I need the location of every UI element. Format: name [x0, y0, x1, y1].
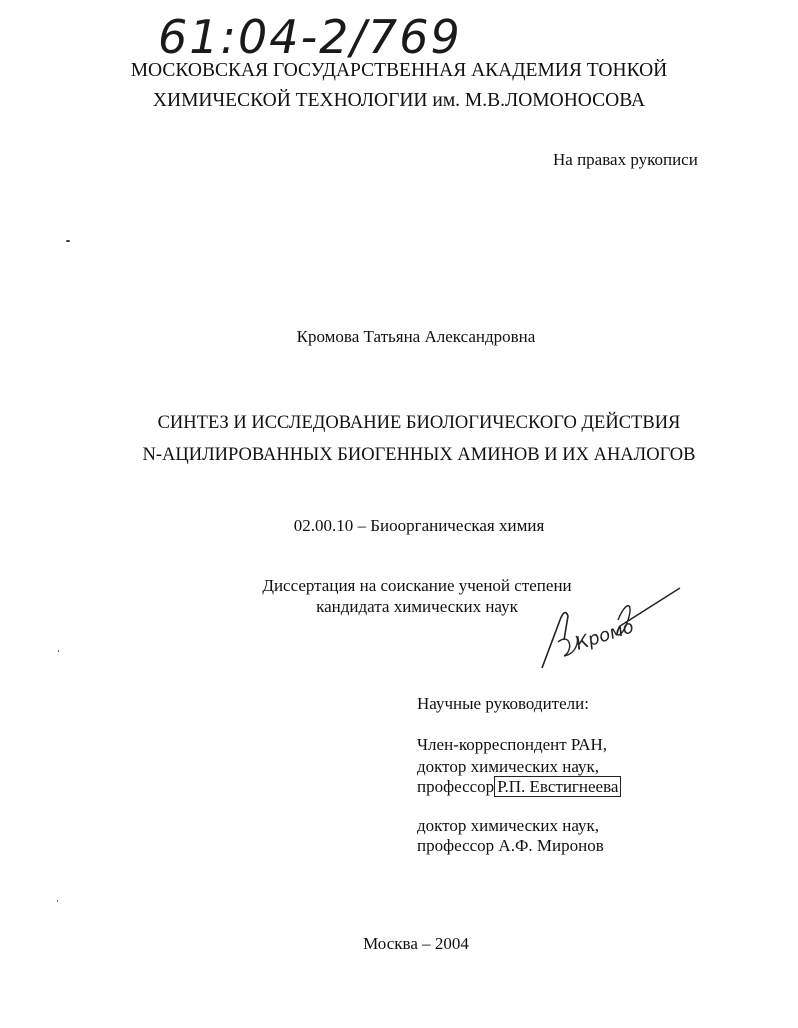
supervisor-2-line-2: профессор А.Ф. Миронов: [417, 836, 604, 855]
city-year: Москва – 2004: [363, 934, 469, 953]
specialty: 02.00.10 – Биоорганическая химия: [293, 516, 545, 535]
supervisors-heading: Научные руководители:: [417, 694, 589, 713]
supervisor-2-line-1: доктор химических наук,: [417, 816, 600, 835]
supervisor-1-line-2: доктор химических наук,: [417, 757, 600, 776]
degree-line-2: кандидата химических наук: [316, 597, 518, 616]
scan-speck: [58, 650, 59, 652]
supervisor-1-line-3: [417, 776, 621, 798]
scan-speck: [66, 240, 70, 242]
supervisor-1-name: Р.П. Евстигнеева: [494, 776, 621, 797]
degree-line-1: Диссертация на соискание ученой степени: [262, 576, 572, 595]
supervisor-1-line-1: Член-корреспондент РАН,: [417, 735, 607, 754]
handwritten-signature: [530, 580, 690, 675]
author-name: Кромова Татьяна Александровна: [296, 327, 536, 346]
rights-note: На правах рукописи: [553, 150, 698, 169]
supervisor-1-title: профессор: [417, 777, 495, 796]
institution-line-2: ХИМИЧЕСКОЙ ТЕХНОЛОГИИ им. М.В.ЛОМОНОСОВА: [152, 90, 646, 111]
archive-number: 61:04-2/769: [158, 10, 462, 64]
scan-speck: [57, 900, 58, 902]
signature-text: Кромо: [573, 616, 637, 655]
title-line-1: СИНТЕЗ И ИССЛЕДОВАНИЕ БИОЛОГИЧЕСКОГО ДЕЙСТВИЯ: [157, 413, 681, 433]
title-line-2: N-АЦИЛИРОВАННЫХ БИОГЕННЫХ АМИНОВ И ИХ АНАЛОГОВ: [142, 445, 696, 465]
institution-line-1: МОСКОВСКАЯ ГОСУДАРСТВЕННАЯ АКАДЕМИЯ ТОНКОЙ: [130, 60, 668, 81]
